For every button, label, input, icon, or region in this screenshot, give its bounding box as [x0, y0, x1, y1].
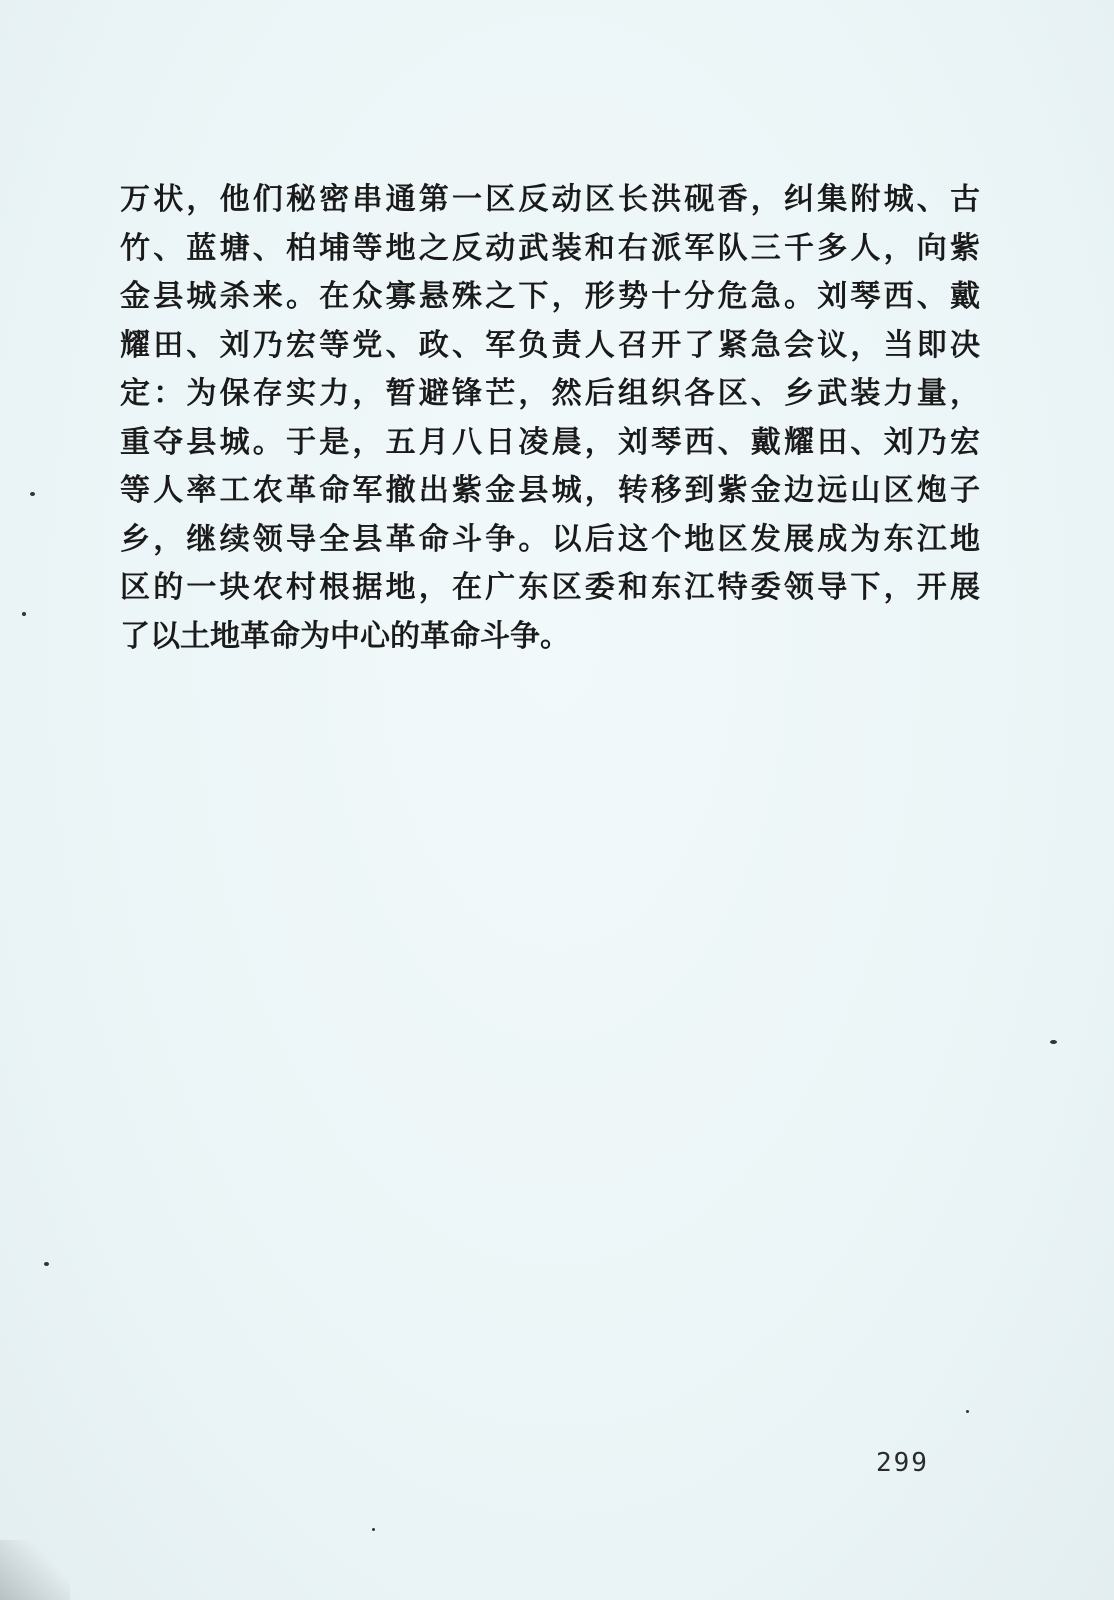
text-line: 了以土地革命为中心的革命斗争。: [120, 618, 570, 654]
text-line: 竹、蓝塘、柏埔等地之反动武装和右派军队三千多人，向紫: [120, 230, 980, 266]
scan-speck: [1050, 1040, 1057, 1044]
text-line: 万状，他们秘密串通第一区反动区长洪砚香，纠集附城、古: [120, 182, 980, 217]
text-line: 乡，继续领导全县革命斗争。以后这个地区发展成为东江地: [120, 521, 980, 557]
page-corner-shadow: [0, 1540, 70, 1600]
text-line: 金县城杀来。在众寡悬殊之下，形势十分危急。刘琴西、戴: [120, 279, 980, 314]
text-line: 区的一块农村根据地，在广东区委和东江特委领导下，开展: [120, 570, 980, 605]
scan-speck: [44, 1262, 49, 1266]
page-number: 299: [876, 1448, 929, 1478]
body-text: [120, 176, 980, 661]
text-line: 定：为保存实力，暂避锋芒，然后组织各区、乡武装力量，: [120, 376, 980, 411]
text-line: 耀田、刘乃宏等党、政、军负责人召开了紧急会议，当即决: [120, 327, 980, 363]
scan-speck: [22, 612, 26, 616]
scan-speck: [966, 1410, 969, 1413]
scan-speck: [372, 1528, 375, 1531]
text-line: 重夺县城。于是，五月八日凌晨，刘琴西、戴耀田、刘乃宏: [120, 424, 980, 460]
text-line: 等人率工农革命军撤出紫金县城，转移到紫金边远山区炮子: [120, 473, 980, 508]
scan-speck: [30, 492, 35, 496]
